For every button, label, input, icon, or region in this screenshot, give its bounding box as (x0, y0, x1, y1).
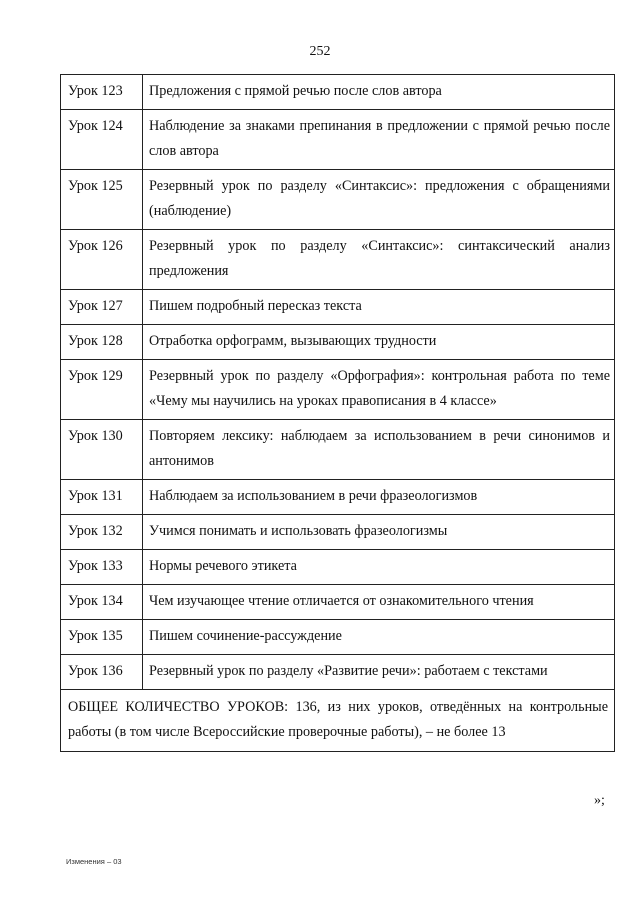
table-row (61, 360, 615, 420)
lesson-number: Урок 134 (61, 585, 143, 620)
lesson-topic: Нормы речевого этикета (143, 550, 615, 585)
lesson-number: Урок 127 (61, 290, 143, 325)
lesson-topic: Пишем сочинение-рассуждение (143, 620, 615, 655)
table-row (61, 170, 615, 230)
lesson-number: Урок 135 (61, 620, 143, 655)
lesson-topic: Резервный урок по разделу «Синтаксис»: предложения с обращениями (наблюдение) (143, 170, 615, 230)
lesson-topic: Учимся понимать и использовать фразеологизмы (143, 515, 615, 550)
lesson-number: Урок 131 (61, 480, 143, 515)
table-row (61, 325, 615, 360)
table-row (61, 480, 615, 515)
revision-note: Изменения – 03 (66, 857, 122, 866)
lesson-topic: Чем изучающее чтение отличается от ознакомительного чтения (143, 585, 615, 620)
table-row (61, 620, 615, 655)
table-row (61, 75, 615, 110)
lesson-number: Урок 130 (61, 420, 143, 480)
lesson-number: Урок 133 (61, 550, 143, 585)
lesson-number: Урок 123 (61, 75, 143, 110)
table-row (61, 290, 615, 325)
lesson-topic: Резервный урок по разделу «Развитие речи»: работаем с текстами (143, 655, 615, 690)
lesson-number: Урок 136 (61, 655, 143, 690)
lesson-topic: Резервный урок по разделу «Орфография»: контрольная работа по теме «Чему мы научились на уроках правописания в 4 классе» (143, 360, 615, 420)
summary-row (61, 690, 615, 752)
lesson-topic: Предложения с прямой речью после слов автора (143, 75, 615, 110)
table-row (61, 230, 615, 290)
lesson-number: Урок 124 (61, 110, 143, 170)
lesson-number: Урок 129 (61, 360, 143, 420)
lesson-table (60, 74, 615, 752)
lesson-topic: Повторяем лексику: наблюдаем за использованием в речи синонимов и антонимов (143, 420, 615, 480)
lesson-number: Урок 132 (61, 515, 143, 550)
table-row (61, 550, 615, 585)
table-row (61, 515, 615, 550)
page-number: 252 (309, 44, 331, 59)
table-row (61, 655, 615, 690)
table-row (61, 585, 615, 620)
lesson-topic: Пишем подробный пересказ текста (143, 290, 615, 325)
lesson-number: Урок 126 (61, 230, 143, 290)
lesson-number: Урок 125 (61, 170, 143, 230)
lesson-topic: Наблюдение за знаками препинания в предложении с прямой речью после слов автора (143, 110, 615, 170)
table-row (61, 420, 615, 480)
lesson-topic: Резервный урок по разделу «Синтаксис»: синтаксический анализ предложения (143, 230, 615, 290)
total-lessons-summary: ОБЩЕЕ КОЛИЧЕСТВО УРОКОВ: 136, из них уроков, отведённых на контрольные работы (в том числе Всероссийские проверочные работы), – не более 13 (61, 690, 615, 752)
lesson-topic: Наблюдаем за использованием в речи фразеологизмов (143, 480, 615, 515)
lesson-topic: Отработка орфограмм, вызывающих трудности (143, 325, 615, 360)
closing-quote: »; (594, 793, 605, 808)
table-row (61, 110, 615, 170)
lesson-number: Урок 128 (61, 325, 143, 360)
